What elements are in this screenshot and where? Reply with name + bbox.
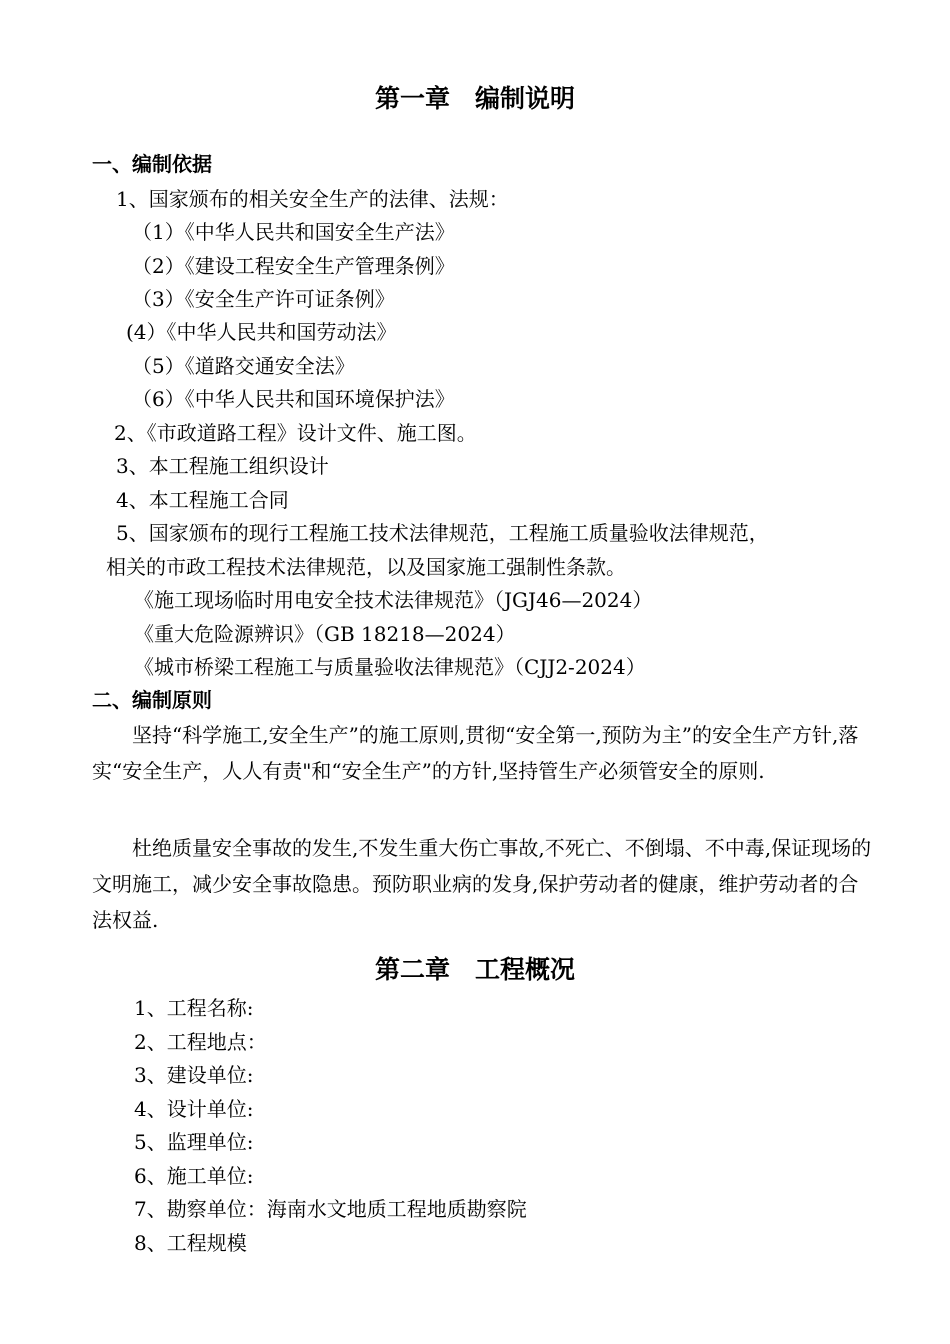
law-item: (4）《中华人民共和国劳动法》: [126, 320, 397, 344]
standard-item: 《施工现场临时用电安全技术法律规范》（JGJ46—2024）: [134, 588, 653, 612]
standard-item: 《重大危险源辨识》（GB 18218—2024）: [134, 622, 516, 646]
principles-paragraph-1: 坚持“科学施工,安全生产”的施工原则,贯彻“安全第一,预防为主”的安全生产方针,落实“安全生产，人人有责"和“安全生产”的方针,坚持管生产必须管安全的原则.: [92, 723, 859, 783]
law-item: （1）《中华人民共和国安全生产法》: [132, 220, 455, 244]
basis-item-2: 2、《市政道路工程》设计文件、施工图。: [114, 421, 477, 445]
chapter-1-title: 第一章 编制说明: [374, 84, 575, 113]
overview-item: 6、施工单位:: [134, 1164, 254, 1188]
overview-item: 2、工程地点：: [134, 1030, 267, 1054]
law-item: （5）《道路交通安全法》: [132, 354, 355, 378]
chapter-2-title: 第二章 工程概况: [374, 955, 575, 984]
section-principles-heading: 二、编制原则: [92, 688, 212, 712]
basis-item-5: 5、国家颁布的现行工程施工技术法律规范，工程施工质量验收法律规范，: [116, 521, 769, 545]
overview-item: 3、建设单位:: [134, 1063, 254, 1087]
law-item: （3）《安全生产许可证条例》: [132, 287, 395, 311]
section-basis-heading: 一、编制依据: [92, 152, 212, 176]
overview-item: 5、监理单位:: [134, 1130, 254, 1154]
law-item: （2）《建设工程安全生产管理条例》: [132, 254, 455, 278]
overview-item: 1、工程名称:: [134, 996, 254, 1020]
basis-item-3: 3、本工程施工组织设计: [116, 454, 329, 478]
basis-item-5-continued: 相关的市政工程技术法律规范，以及国家施工强制性条款。: [106, 555, 626, 579]
principles-paragraph-2: 杜绝质量安全事故的发生,不发生重大伤亡事故,不死亡、不倒塌、不中毒,保证现场的文明施工，减少安全事故隐患。预防职业病的发身,保护劳动者的健康，维护劳动者的合法权益.: [92, 836, 872, 932]
law-item: （6）《中华人民共和国环境保护法》: [132, 387, 455, 411]
overview-item: 8、工程规模: [134, 1231, 247, 1255]
basis-item-4: 4、本工程施工合同: [116, 488, 289, 512]
standard-item: 《城市桥梁工程施工与质量验收法律规范》（CJJ2-2024）: [134, 655, 646, 679]
overview-item: 7、勘察单位：海南水文地质工程地质勘察院: [134, 1197, 527, 1221]
overview-item: 4、设计单位:: [134, 1097, 254, 1121]
basis-item-1: 1、国家颁布的相关安全生产的法律、法规：: [116, 187, 509, 211]
